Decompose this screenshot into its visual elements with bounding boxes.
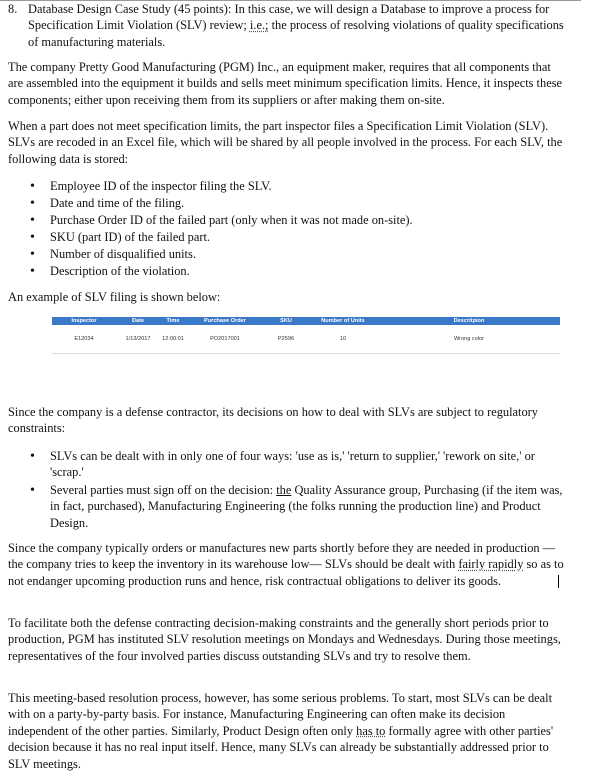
paragraph-regulatory: Since the company is a defense contractor, its decisions on how to deal with SLVs are subject to regulatory constraints: [8, 405, 538, 436]
slv-example-table [52, 317, 560, 354]
list-item: • SLVs can be dealt with in only one of four ways: 'use as is,' 'return to supplier,' 'rework on site,' or 'scrap.' [30, 448, 570, 481]
paragraph-slv-definition: When a part does not meet specification limits, the part inspector files a Specification Limit Violation (SLV). SLVs are recoded in an Excel file, which will be shared by all people involved in the process. For each SLV, the following data is stored: [8, 119, 563, 166]
paragraph-meetings: To facilitate both the defense contracting decision-making constraints and the generally short periods prior to production, PGM has instituted SLV resolution meetings on Mondays and Wednesdays. During those meetings, representatives of the four involved parties discuss outstanding SLVs and try to resolve them. [8, 616, 561, 663]
bullet-icon [30, 263, 42, 280]
table-cell: 12:00:01 [160, 325, 186, 354]
list-item: • Number of disqualified units. [30, 246, 570, 263]
table-row [52, 325, 560, 354]
underlined-the: the [276, 482, 292, 497]
question-heading [8, 1, 568, 50]
constraints-list [30, 448, 570, 532]
bullet-icon [30, 448, 42, 465]
column-header: Purchase Order [186, 317, 264, 325]
column-header: SKU [264, 317, 308, 325]
list-item: • SKU (part ID) of the failed part. [30, 229, 570, 246]
stored-data-list [30, 178, 570, 280]
table-cell: 10 [308, 325, 378, 354]
table-cell: E12034 [52, 325, 116, 354]
bullet-icon [30, 195, 42, 212]
list-item: • Description of the violation. [30, 263, 570, 280]
column-header: Time [160, 317, 186, 325]
has-to: has to [356, 723, 386, 738]
list-item: • Purchase Order ID of the failed part (only when it was not made on-site). [30, 212, 570, 229]
question-number: 8. [8, 2, 18, 16]
paragraph-problems: This meeting-based resolution process, however, has some serious problems. To start, most SLVs can be dealt with on a party-by-party basis. For instance, Manufacturing Engineering can often make its decision independent of the other parties. Similarly, Product Design often only has to formally agree with other parties' decision because it has no real input itself. Hence, many SLVs can already be substantially addressed prior to SLV meetings. [8, 691, 554, 771]
question-text: Database Design Case Study (45 points): In this case, we will design a Database to improve a process for Specification Limit Violation (SLV) review; i.e.; the process of resolving violations of quality specifications of manufacturing materials. [28, 2, 564, 49]
list-item: • Employee ID of the inspector filing the SLV. [30, 178, 570, 195]
table-cell: Wrong color [378, 325, 560, 354]
table-header-row [52, 317, 560, 325]
paragraph-intro: The company Pretty Good Manufacturing (PGM) Inc., an equipment maker, requires that all components that are assembled into the equipment it builds and sells meet minimum specification limits. Hence, it inspects these components; either upon receiving them from its suppliers or after making them on-site. [8, 60, 563, 107]
bullet-icon [30, 178, 42, 195]
column-header: Descritpion [378, 317, 560, 325]
bullet-icon [30, 229, 42, 246]
bullet-icon [30, 246, 42, 263]
fairly-rapidly: fairly rapidly [458, 557, 524, 572]
column-header: Inspector [52, 317, 116, 325]
table-cell: P2596 [264, 325, 308, 354]
paragraph-inventory: Since the company typically orders or manufactures new parts shortly before they are needed in production —the company tries to keep the inventory in its warehouse low— SLVs should be dealt with fairly rapidly so as to not endanger upcoming production runs and hence, risk contractual obligations to deliver its goods. [8, 541, 564, 588]
bullet-icon [30, 482, 42, 499]
column-header: Date [116, 317, 160, 325]
column-header: Number of Units [308, 317, 378, 325]
example-intro: An example of SLV filing is shown below: [8, 290, 221, 304]
bullet-icon [30, 212, 42, 229]
text-cursor [558, 575, 559, 588]
list-item: • Date and time of the filing. [30, 195, 570, 212]
list-item: • Several parties must sign off on the decision: the Quality Assurance group, Purchasing (if the item was, in fact, purchased), Manufacturing Engineering (the folks running the production line) and Product Design. [30, 482, 570, 531]
ie-abbrev: i.e.; [249, 18, 269, 33]
table-cell: PO2017001 [186, 325, 264, 354]
table-cell: 1/13/2017 [116, 325, 160, 354]
